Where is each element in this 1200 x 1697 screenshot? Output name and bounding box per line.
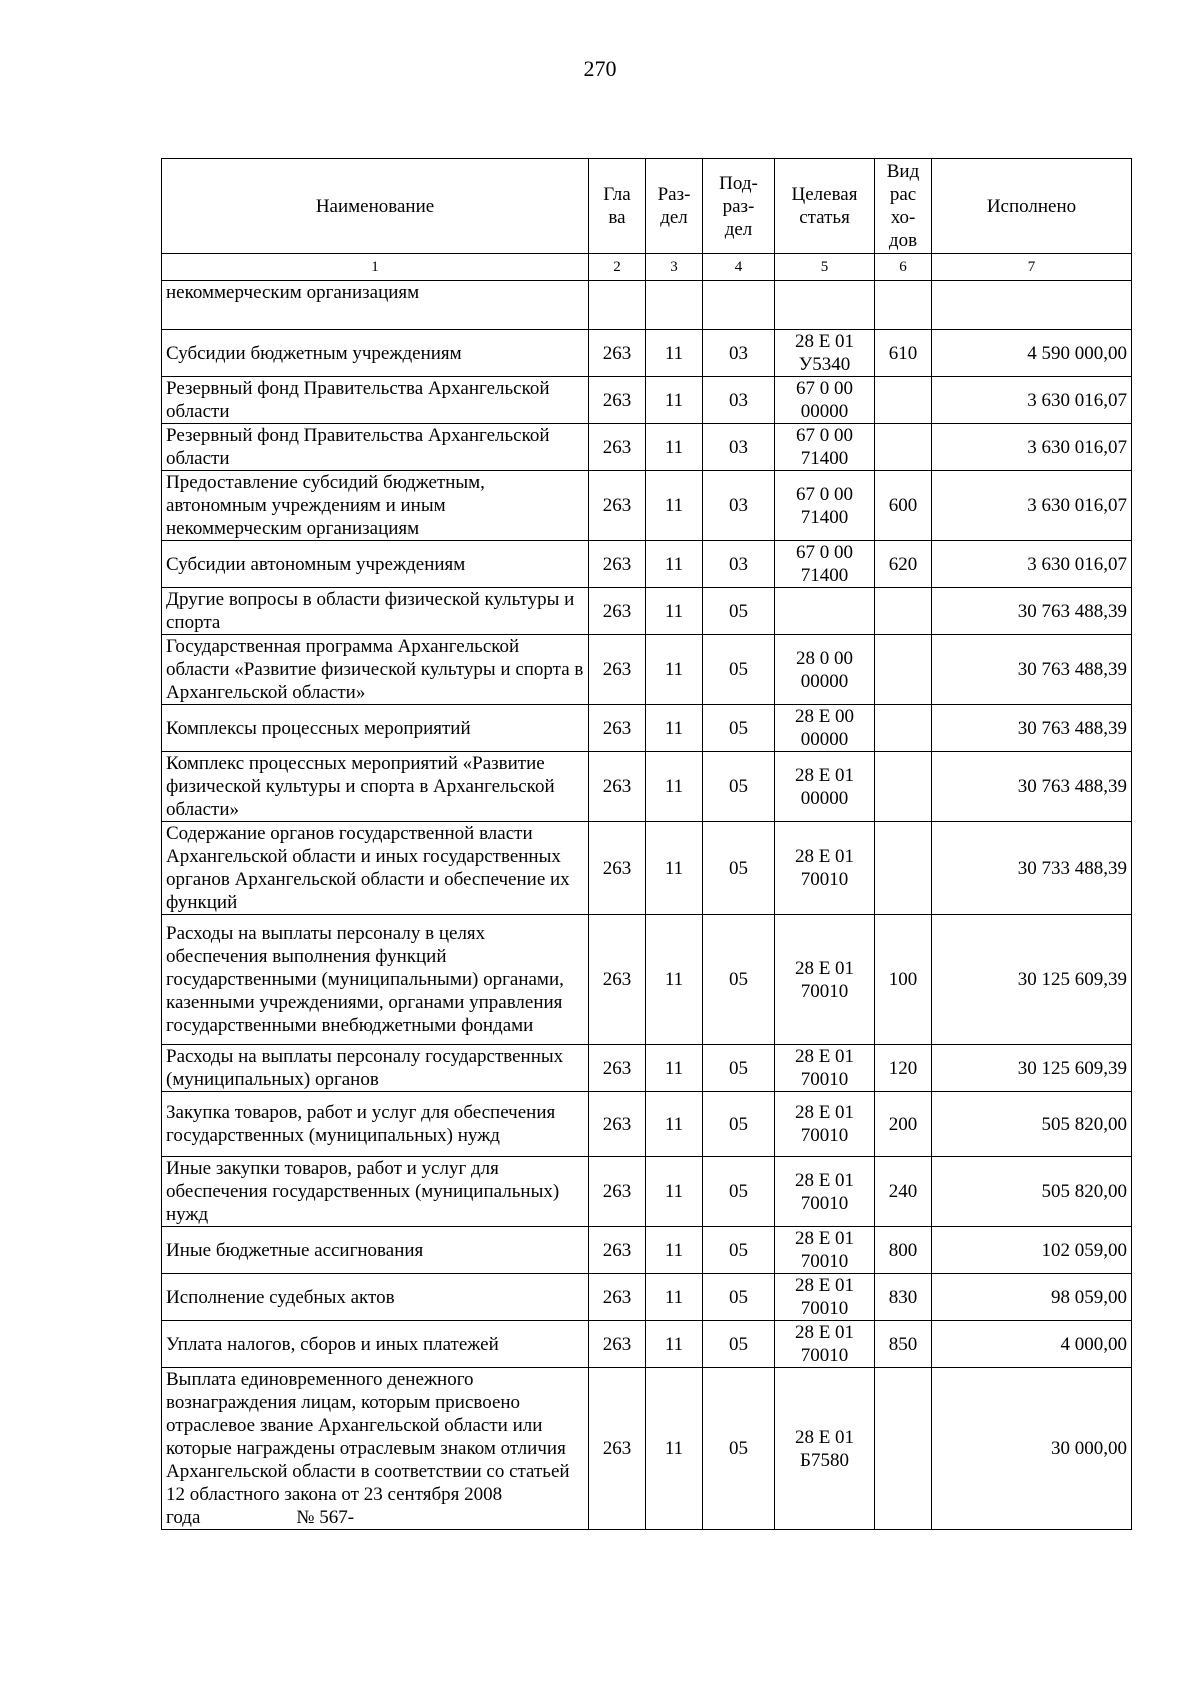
- row-razdel: 11: [646, 1092, 703, 1157]
- header-row: [162, 159, 1132, 254]
- row-name-text: Предоставление субсидий бюджетным, автономным учреждениям и иным некоммерческим организациям: [166, 472, 485, 539]
- row-name: [162, 424, 589, 471]
- target-article-line1: 28 Е 01: [794, 1228, 855, 1249]
- header-executed: Исполнено: [932, 159, 1132, 254]
- row-razdel: 11: [646, 635, 703, 705]
- table-row: [162, 1157, 1132, 1227]
- row-name-text: Комплексы процессных мероприятий: [166, 717, 471, 739]
- table-row: [162, 752, 1132, 822]
- row-expense-type: [875, 705, 932, 752]
- row-executed-amount: 30 125 609,39: [932, 1045, 1132, 1092]
- row-razdel: 11: [646, 705, 703, 752]
- row-name: [162, 1321, 589, 1368]
- row-razdel: 11: [646, 1227, 703, 1274]
- target-article-line1: 28 Е 01: [794, 1426, 855, 1448]
- row-target-article: [775, 377, 875, 424]
- table-row: [162, 471, 1132, 541]
- row-glava: 263: [589, 1227, 646, 1274]
- row-executed-amount: 30 763 488,39: [932, 635, 1132, 705]
- row-glava: 263: [589, 705, 646, 752]
- row-name: [162, 377, 589, 424]
- target-article-line1: 28 Е 01: [794, 1275, 855, 1296]
- row-executed-amount: 3 630 016,07: [932, 377, 1132, 424]
- row-podrazdel: 03: [703, 541, 775, 588]
- row-podrazdel: 05: [703, 915, 775, 1045]
- row-executed-amount: 30 000,00: [932, 1368, 1132, 1530]
- column-number: 5: [775, 254, 875, 281]
- header-target-article: Целевая статья: [775, 159, 875, 254]
- row-expense-type: 100: [875, 915, 932, 1045]
- table-row: [162, 822, 1132, 915]
- row-target-article: [775, 1157, 875, 1227]
- row-expense-type: [875, 1368, 932, 1530]
- column-number: 2: [589, 254, 646, 281]
- row-podrazdel: 05: [703, 1368, 775, 1530]
- target-article-line2: 70010: [800, 869, 849, 890]
- row-expense-type: 200: [875, 1092, 932, 1157]
- row-podrazdel: 05: [703, 752, 775, 822]
- row-name-text: Другие вопросы в области физической культуры и спорта: [166, 589, 575, 633]
- row-name-text: Исполнение судебных актов: [166, 1286, 395, 1308]
- target-article-line1: 28 Е 00: [794, 706, 855, 727]
- row-target-article: [775, 541, 875, 588]
- header-razdel: Раз- дел: [646, 159, 703, 254]
- row-expense-type: [875, 424, 932, 471]
- row-podrazdel: 05: [703, 1092, 775, 1157]
- row-razdel: 11: [646, 752, 703, 822]
- row-target-article: [775, 822, 875, 915]
- row-executed-amount: 3 630 016,07: [932, 541, 1132, 588]
- target-article-line2: 00000: [800, 729, 849, 750]
- table-row: [162, 588, 1132, 635]
- budget-execution-table: [161, 158, 1132, 1530]
- row-expense-type: 120: [875, 1045, 932, 1092]
- row-name-text: Закупка товаров, работ и услуг для обеспечения государственных (муниципальных) нужд: [166, 1102, 556, 1146]
- row-podrazdel: 05: [703, 1274, 775, 1321]
- row-expense-type: 610: [875, 330, 932, 377]
- target-article-line1: 67 0 00: [796, 378, 853, 399]
- table-row: [162, 1321, 1132, 1368]
- row-name: [162, 752, 589, 822]
- target-article-line2: 70010: [800, 1251, 849, 1272]
- row-name: [162, 281, 589, 330]
- page-number: 270: [583, 56, 617, 81]
- row-podrazdel: 03: [703, 330, 775, 377]
- row-razdel: 11: [646, 377, 703, 424]
- row-executed-amount: 30 763 488,39: [932, 752, 1132, 822]
- target-article-line1: 28 Е 01: [794, 846, 855, 867]
- row-name: [162, 1274, 589, 1321]
- row-glava: 263: [589, 1368, 646, 1530]
- column-number: 6: [875, 254, 932, 281]
- row-expense-type: [875, 752, 932, 822]
- table-row: [162, 1227, 1132, 1274]
- row-executed-amount: 30 763 488,39: [932, 588, 1132, 635]
- row-name-text: Резервный фонд Правительства Архангельской области: [166, 378, 550, 422]
- row-name-text: Комплекс процессных мероприятий «Развитие физической культуры и спорта в Архангельской области»: [166, 753, 555, 820]
- row-target-article: [775, 1274, 875, 1321]
- row-target-article: [775, 752, 875, 822]
- row-executed-amount: 3 630 016,07: [932, 471, 1132, 541]
- target-article-line1: 28 Е 01: [794, 1102, 855, 1123]
- row-razdel: 11: [646, 1274, 703, 1321]
- target-article-line2: 70010: [800, 1192, 849, 1214]
- table-body: [162, 281, 1132, 1530]
- row-executed-amount: 30 733 488,39: [932, 822, 1132, 915]
- target-article-line1: 67 0 00: [796, 542, 853, 563]
- row-name-text: Резервный фонд Правительства Архангельской области: [166, 425, 550, 469]
- row-glava: 263: [589, 424, 646, 471]
- row-executed-amount: [932, 281, 1132, 330]
- row-name-text: Расходы на выплаты персоналу государственных (муниципальных) органов: [166, 1046, 564, 1090]
- target-article-line1: 28 Е 01: [794, 331, 855, 352]
- row-executed-amount: 102 059,00: [932, 1227, 1132, 1274]
- row-glava: 263: [589, 1045, 646, 1092]
- row-glava: 263: [589, 1321, 646, 1368]
- row-glava: 263: [589, 635, 646, 705]
- column-number: 7: [932, 254, 1132, 281]
- row-name: [162, 541, 589, 588]
- table-row: [162, 1045, 1132, 1092]
- table-row: [162, 1092, 1132, 1157]
- target-article-line1: 28 Е 01: [794, 957, 855, 979]
- row-glava: [589, 281, 646, 330]
- target-article-line2: 70010: [800, 1345, 849, 1366]
- row-podrazdel: 05: [703, 1045, 775, 1092]
- header-glava: Гла ва: [589, 159, 646, 254]
- row-name-text: некоммерческим организациям: [166, 282, 420, 303]
- column-number: 1: [162, 254, 589, 281]
- row-podrazdel: 03: [703, 377, 775, 424]
- row-name: [162, 1092, 589, 1157]
- row-podrazdel: 05: [703, 1227, 775, 1274]
- table-row: [162, 1368, 1132, 1530]
- target-article-line2: 00000: [800, 787, 849, 809]
- target-article-line1: 67 0 00: [796, 425, 853, 446]
- row-target-article: [775, 1321, 875, 1368]
- row-glava: 263: [589, 541, 646, 588]
- row-expense-type: [875, 635, 932, 705]
- row-name: [162, 1368, 589, 1530]
- row-name: [162, 471, 589, 541]
- row-target-article: [775, 330, 875, 377]
- row-name: [162, 705, 589, 752]
- target-article-line1: 28 Е 01: [794, 1169, 855, 1191]
- row-razdel: 11: [646, 822, 703, 915]
- target-article-line2: 00000: [800, 401, 849, 422]
- row-name: [162, 330, 589, 377]
- row-expense-type: [875, 588, 932, 635]
- target-article-line2: 71400: [800, 448, 849, 469]
- row-podrazdel: 05: [703, 705, 775, 752]
- row-expense-type: [875, 377, 932, 424]
- header-name: Наименование: [162, 159, 589, 254]
- target-article-line2: 70010: [800, 1125, 849, 1146]
- row-target-article: [775, 1045, 875, 1092]
- row-expense-type: [875, 281, 932, 330]
- row-expense-type: 620: [875, 541, 932, 588]
- row-executed-amount: 505 820,00: [932, 1092, 1132, 1157]
- row-expense-type: 800: [875, 1227, 932, 1274]
- column-number: 3: [646, 254, 703, 281]
- row-razdel: 11: [646, 424, 703, 471]
- table-row: [162, 705, 1132, 752]
- row-razdel: 11: [646, 1157, 703, 1227]
- row-podrazdel: 03: [703, 424, 775, 471]
- row-executed-amount: 505 820,00: [932, 1157, 1132, 1227]
- row-name-text: Субсидии автономным учреждениям: [166, 553, 466, 575]
- target-article-line2: 71400: [800, 565, 849, 586]
- row-target-article: [775, 705, 875, 752]
- row-name: [162, 915, 589, 1045]
- column-number: 4: [703, 254, 775, 281]
- row-executed-amount: 30 763 488,39: [932, 705, 1132, 752]
- row-podrazdel: 05: [703, 588, 775, 635]
- row-name: [162, 635, 589, 705]
- row-target-article: [775, 635, 875, 705]
- target-article-line1: 28 0 00: [796, 647, 853, 669]
- row-podrazdel: 05: [703, 1157, 775, 1227]
- row-podrazdel: 03: [703, 471, 775, 541]
- table-row: [162, 377, 1132, 424]
- row-razdel: 11: [646, 1321, 703, 1368]
- row-name-law-number: № 567-: [296, 1507, 355, 1528]
- row-name-text: Иные закупки товаров, работ и услуг для обеспечения государственных (муниципальных) нужд: [166, 1158, 560, 1225]
- row-target-article: [775, 915, 875, 1045]
- row-glava: 263: [589, 588, 646, 635]
- row-razdel: 11: [646, 915, 703, 1045]
- row-name-text: Выплата единовременного денежного вознаграждения лицам, которым присвоено отраслевое звание Архангельской области или которые награждены отраслевым знаком отличия Архангельской области в соответствии со статьей 12 областного закона от 23 сентября 2008 года: [166, 1369, 570, 1528]
- row-name: [162, 1045, 589, 1092]
- row-name-text: Иные бюджетные ассигнования: [166, 1239, 424, 1261]
- target-article-line2: 71400: [800, 506, 849, 528]
- row-expense-type: 850: [875, 1321, 932, 1368]
- target-article-line1: 28 Е 01: [794, 1322, 855, 1343]
- row-name: [162, 1227, 589, 1274]
- row-glava: 263: [589, 1092, 646, 1157]
- row-name-text: Субсидии бюджетным учреждениям: [166, 342, 462, 364]
- header-expense-type: Вид рас хо- дов: [875, 159, 932, 254]
- row-glava: 263: [589, 1157, 646, 1227]
- row-expense-type: 830: [875, 1274, 932, 1321]
- row-razdel: 11: [646, 588, 703, 635]
- row-name: [162, 822, 589, 915]
- row-glava: 263: [589, 377, 646, 424]
- row-executed-amount: 4 000,00: [932, 1321, 1132, 1368]
- table-row: [162, 541, 1132, 588]
- row-glava: 263: [589, 822, 646, 915]
- row-name-text: Уплата налогов, сборов и иных платежей: [166, 1333, 499, 1355]
- row-executed-amount: 3 630 016,07: [932, 424, 1132, 471]
- row-glava: 263: [589, 915, 646, 1045]
- row-glava: 263: [589, 330, 646, 377]
- table-row: [162, 330, 1132, 377]
- row-razdel: 11: [646, 330, 703, 377]
- row-glava: 263: [589, 471, 646, 541]
- row-podrazdel: [703, 281, 775, 330]
- table-row: [162, 635, 1132, 705]
- table-row: [162, 1274, 1132, 1321]
- table-row: [162, 915, 1132, 1045]
- target-article-line1: 28 Е 01: [794, 1046, 855, 1067]
- row-target-article: [775, 1227, 875, 1274]
- row-name: [162, 1157, 589, 1227]
- row-razdel: 11: [646, 1045, 703, 1092]
- target-article-line2: 70010: [800, 980, 849, 1002]
- row-glava: 263: [589, 1274, 646, 1321]
- row-name-text: Содержание органов государственной власти Архангельской области и иных государственных органов Архангельской области и обеспечение их функций: [166, 823, 570, 913]
- row-target-article: [775, 281, 875, 330]
- target-article-line2: 70010: [800, 1069, 849, 1090]
- target-article-line1: 67 0 00: [796, 483, 853, 505]
- row-target-article: [775, 424, 875, 471]
- row-podrazdel: 05: [703, 1321, 775, 1368]
- row-razdel: 11: [646, 471, 703, 541]
- row-podrazdel: 05: [703, 635, 775, 705]
- row-razdel: 11: [646, 541, 703, 588]
- table-row: [162, 424, 1132, 471]
- row-expense-type: 600: [875, 471, 932, 541]
- target-article-line2: 00000: [800, 670, 849, 692]
- row-target-article: [775, 1368, 875, 1530]
- row-expense-type: 240: [875, 1157, 932, 1227]
- row-executed-amount: 30 125 609,39: [932, 915, 1132, 1045]
- row-razdel: [646, 281, 703, 330]
- row-name-text: Расходы на выплаты персоналу в целях обеспечения выполнения функций государственными (муниципальными) органами, казенными учреждениями, органами управления государственными внебюджетными фондами: [166, 923, 564, 1036]
- target-article-line1: 28 Е 01: [794, 764, 855, 786]
- row-podrazdel: 05: [703, 822, 775, 915]
- row-executed-amount: 4 590 000,00: [932, 330, 1132, 377]
- row-target-article: [775, 471, 875, 541]
- row-target-article: [775, 1092, 875, 1157]
- target-article-line2: У5340: [798, 354, 851, 375]
- row-executed-amount: 98 059,00: [932, 1274, 1132, 1321]
- target-article-line2: Б7580: [800, 1449, 849, 1471]
- row-razdel: 11: [646, 1368, 703, 1530]
- table-row: [162, 281, 1132, 330]
- row-name: [162, 588, 589, 635]
- row-target-article: [775, 588, 875, 635]
- column-number-row: [162, 254, 1132, 281]
- row-name-text: Государственная программа Архангельской области «Развитие физической культуры и спорта в Архангельской области»: [166, 636, 584, 703]
- header-podrazdel: Под- раз- дел: [703, 159, 775, 254]
- target-article-line2: 70010: [800, 1298, 849, 1319]
- row-expense-type: [875, 822, 932, 915]
- row-glava: 263: [589, 752, 646, 822]
